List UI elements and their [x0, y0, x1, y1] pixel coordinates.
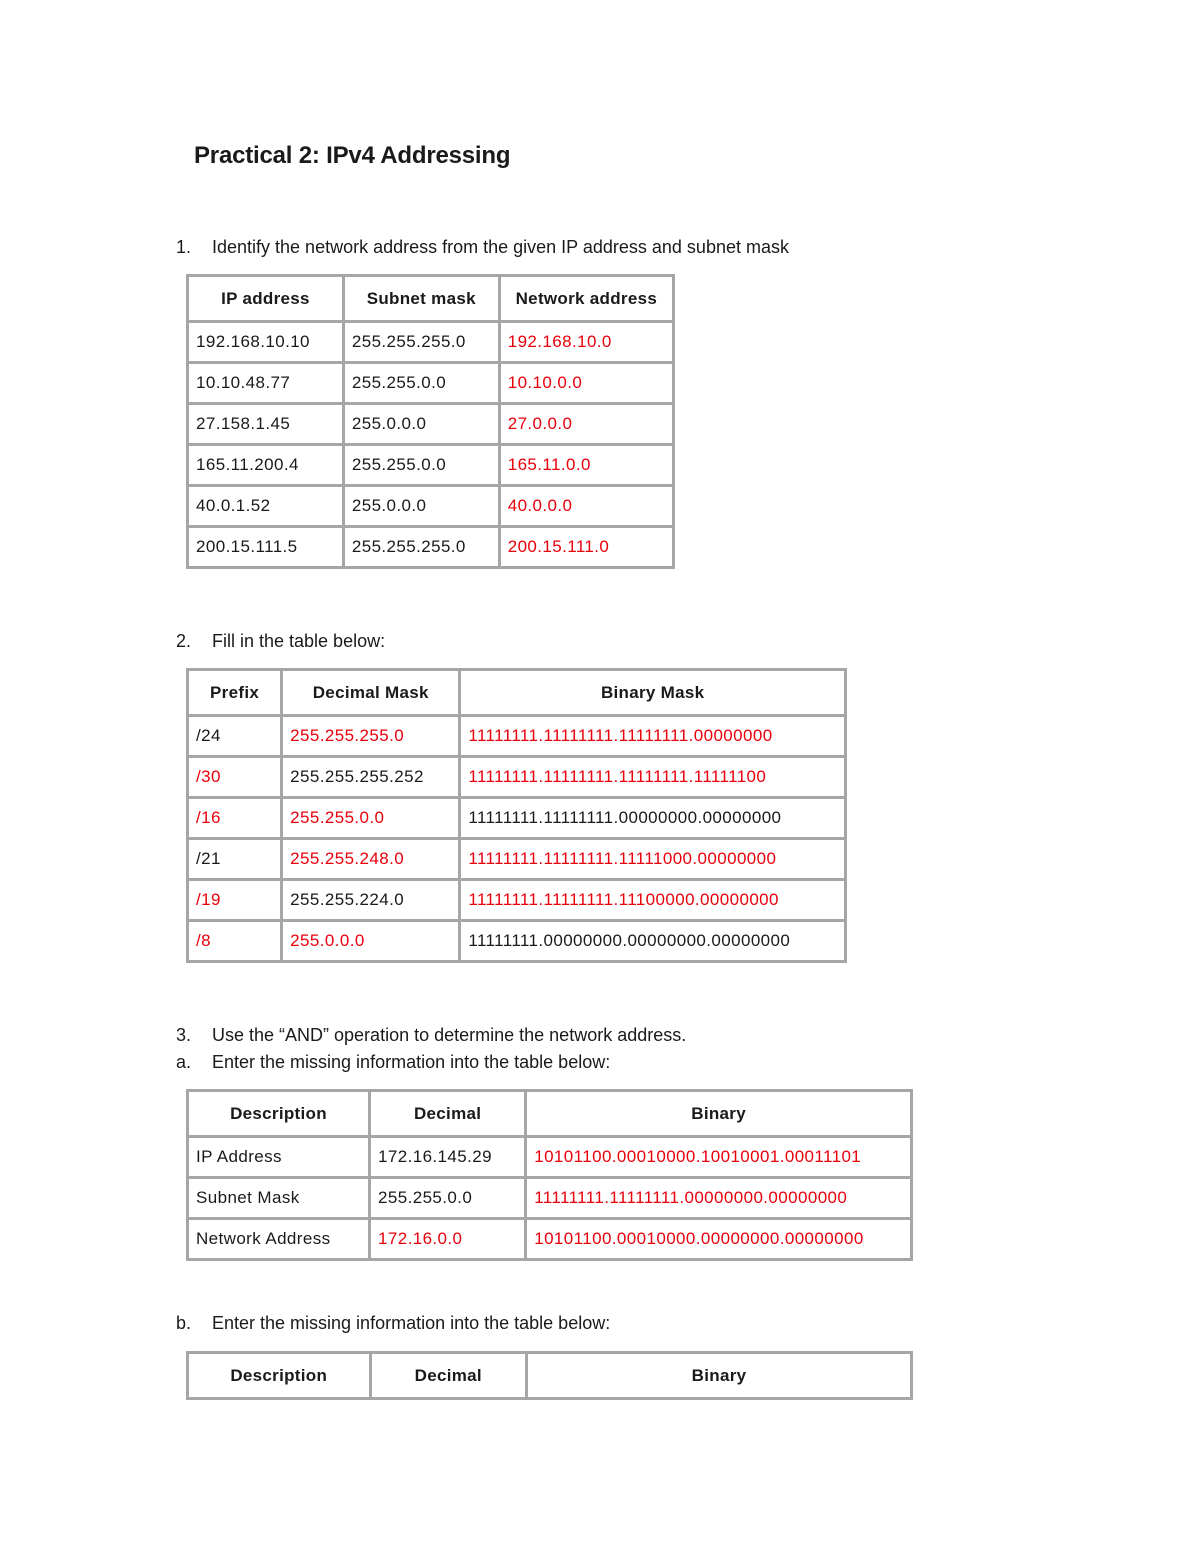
table-header-row [188, 1091, 912, 1137]
binary-cell: 10101100.00010000.00000000.00000000 [526, 1219, 912, 1260]
question-text: Fill in the table below: [212, 631, 386, 651]
question-3 [176, 1024, 686, 1046]
table-row [188, 1219, 912, 1260]
table-row [188, 839, 846, 880]
table-row [188, 322, 674, 363]
binary-mask-cell: 11111111.11111111.11100000.00000000 [460, 880, 846, 921]
decimal-cell: 172.16.145.29 [370, 1137, 526, 1178]
description-cell: IP Address [188, 1137, 370, 1178]
binary-mask-cell: 11111111.11111111.00000000.00000000 [460, 798, 846, 839]
question-number: 3. [176, 1025, 192, 1045]
question-text: Identify the network address from the given IP address and subnet mask [212, 237, 789, 257]
question-text: Enter the missing information into the table below: [212, 1052, 611, 1072]
header-description: Description [188, 1091, 370, 1137]
question-2 [176, 630, 385, 652]
header-binary: Binary [526, 1091, 912, 1137]
network-address-cell: 192.168.10.0 [499, 322, 673, 363]
prefix-cell: /21 [188, 839, 282, 880]
ip-address-cell: 200.15.111.5 [188, 527, 344, 568]
decimal-cell: 255.255.0.0 [370, 1178, 526, 1219]
table-row [188, 445, 674, 486]
table-header-row [188, 276, 674, 322]
table-row [188, 1137, 912, 1178]
network-address-cell: 27.0.0.0 [499, 404, 673, 445]
decimal-mask-cell: 255.255.255.0 [282, 716, 460, 757]
question-number: 1. [176, 237, 192, 257]
description-cell: Subnet Mask [188, 1178, 370, 1219]
subnet-mask-cell: 255.255.0.0 [343, 363, 499, 404]
table-row [188, 880, 846, 921]
table-row [188, 527, 674, 568]
and-operation-table-a [186, 1089, 913, 1261]
network-address-cell: 200.15.111.0 [499, 527, 673, 568]
prefix-cell: /19 [188, 880, 282, 921]
header-decimal: Decimal [370, 1353, 527, 1399]
header-binary-mask: Binary Mask [460, 670, 846, 716]
question-3b [176, 1312, 610, 1334]
table-row [188, 921, 846, 962]
header-ip-address: IP address [188, 276, 344, 322]
description-cell: Network Address [188, 1219, 370, 1260]
subnet-mask-cell: 255.255.0.0 [343, 445, 499, 486]
question-3a [176, 1051, 610, 1073]
header-decimal: Decimal [370, 1091, 526, 1137]
header-decimal-mask: Decimal Mask [282, 670, 460, 716]
header-description: Description [188, 1353, 371, 1399]
table-row [188, 1178, 912, 1219]
subnet-mask-cell: 255.0.0.0 [343, 404, 499, 445]
ip-address-cell: 27.158.1.45 [188, 404, 344, 445]
table-row [188, 404, 674, 445]
question-text: Use the “AND” operation to determine the network address. [212, 1025, 687, 1045]
network-address-table [186, 274, 675, 569]
and-operation-table-b [186, 1351, 913, 1400]
ip-address-cell: 192.168.10.10 [188, 322, 344, 363]
table-row [188, 486, 674, 527]
subnet-mask-cell: 255.255.255.0 [343, 322, 499, 363]
table-header-row [188, 1353, 912, 1399]
subnet-mask-cell: 255.255.255.0 [343, 527, 499, 568]
question-subletter: b. [176, 1313, 192, 1333]
decimal-mask-cell: 255.0.0.0 [282, 921, 460, 962]
page-title: Practical 2: IPv4 Addressing [194, 142, 511, 169]
binary-mask-cell: 11111111.11111111.11111111.00000000 [460, 716, 846, 757]
network-address-cell: 40.0.0.0 [499, 486, 673, 527]
prefix-cell: /8 [188, 921, 282, 962]
ip-address-cell: 40.0.1.52 [188, 486, 344, 527]
decimal-mask-cell: 255.255.255.252 [282, 757, 460, 798]
binary-cell: 11111111.11111111.00000000.00000000 [526, 1178, 912, 1219]
question-1 [176, 236, 789, 258]
question-subletter: a. [176, 1052, 192, 1072]
table-header-row [188, 670, 846, 716]
prefix-cell: /24 [188, 716, 282, 757]
table-row [188, 363, 674, 404]
network-address-cell: 165.11.0.0 [499, 445, 673, 486]
network-address-cell: 10.10.0.0 [499, 363, 673, 404]
decimal-mask-cell: 255.255.224.0 [282, 880, 460, 921]
table-row [188, 716, 846, 757]
question-text: Enter the missing information into the table below: [212, 1313, 611, 1333]
question-number: 2. [176, 631, 192, 651]
binary-mask-cell: 11111111.11111111.11111000.00000000 [460, 839, 846, 880]
header-network-address: Network address [499, 276, 673, 322]
binary-mask-cell: 11111111.11111111.11111111.11111100 [460, 757, 846, 798]
ip-address-cell: 165.11.200.4 [188, 445, 344, 486]
header-subnet-mask: Subnet mask [343, 276, 499, 322]
table-row [188, 798, 846, 839]
decimal-mask-cell: 255.255.248.0 [282, 839, 460, 880]
binary-cell: 10101100.00010000.10010001.00011101 [526, 1137, 912, 1178]
header-prefix: Prefix [188, 670, 282, 716]
subnet-mask-table [186, 668, 847, 963]
binary-mask-cell: 11111111.00000000.00000000.00000000 [460, 921, 846, 962]
ip-address-cell: 10.10.48.77 [188, 363, 344, 404]
prefix-cell: /16 [188, 798, 282, 839]
subnet-mask-cell: 255.0.0.0 [343, 486, 499, 527]
decimal-cell: 172.16.0.0 [370, 1219, 526, 1260]
header-binary: Binary [527, 1353, 912, 1399]
prefix-cell: /30 [188, 757, 282, 798]
table-row [188, 757, 846, 798]
decimal-mask-cell: 255.255.0.0 [282, 798, 460, 839]
